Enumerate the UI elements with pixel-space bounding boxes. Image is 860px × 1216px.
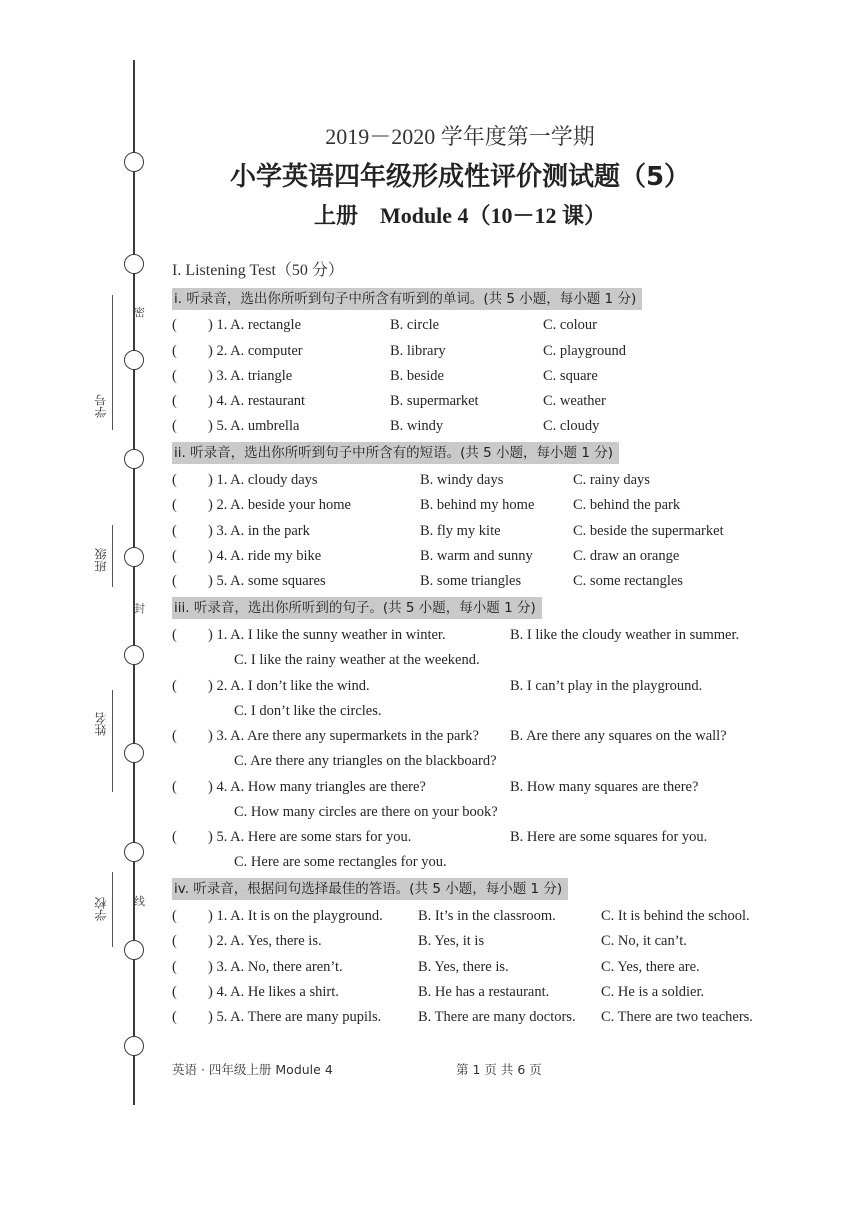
- binding-hole: [124, 842, 144, 862]
- question-row-cont: [172, 649, 802, 671]
- binding-hole: [124, 645, 144, 665]
- seal-char-xian: 线: [134, 895, 145, 908]
- option-c: C. Yes, there are.: [601, 959, 700, 975]
- question-row: [172, 494, 802, 516]
- class-blank: [112, 525, 113, 587]
- exam-subtitle: 上册 Module 4（10－12 课）: [313, 203, 607, 228]
- question-row: [172, 570, 802, 592]
- option-c: C. rainy days: [573, 472, 650, 488]
- question-row: [172, 340, 802, 362]
- question-row: [172, 469, 802, 491]
- question-row-cont: [172, 700, 802, 722]
- part-heading: I. Listening Test（50 分）: [172, 262, 344, 279]
- option-b: B. beside: [390, 368, 444, 384]
- binding-hole: [124, 1036, 144, 1056]
- answer-paren[interactable]: (: [172, 548, 177, 564]
- question-row-cont: [172, 750, 802, 772]
- answer-paren[interactable]: (: [172, 418, 177, 434]
- answer-paren[interactable]: (: [172, 573, 177, 589]
- answer-paren[interactable]: (: [172, 343, 177, 359]
- binding-hole: [124, 743, 144, 763]
- option-b: B. It’s in the classroom.: [418, 908, 556, 924]
- question-row: [172, 776, 802, 798]
- option-b: B. circle: [390, 317, 440, 333]
- option-b: B. He has a restaurant.: [418, 984, 550, 1000]
- answer-paren[interactable]: (: [172, 472, 177, 488]
- option-c: C. Are there any triangles on the blackboard?: [234, 753, 497, 769]
- question-row: [172, 415, 802, 437]
- term-title: 2019－2020 学年度第一学期: [325, 124, 595, 149]
- option-c: C. square: [543, 368, 598, 384]
- option-c: C. I like the rainy weather at the weekend.: [234, 652, 480, 668]
- option-a: ) 4. A. ride my bike: [208, 548, 322, 564]
- option-b: B. supermarket: [390, 393, 479, 409]
- answer-paren[interactable]: (: [172, 829, 177, 845]
- section-heading: iii. 听录音，选出你所听到的句子。(共 5 小题，每小题 1 分): [172, 597, 542, 619]
- option-c: C. How many circles are there on your book?: [234, 804, 498, 820]
- school-label: 学校: [94, 897, 108, 921]
- question-row: [172, 365, 802, 387]
- option-b: B. Here are some squares for you.: [510, 829, 708, 845]
- question-row: [172, 930, 802, 952]
- option-c: C. some rectangles: [573, 573, 683, 589]
- question-row: [172, 905, 802, 927]
- option-b: B. library: [390, 343, 446, 359]
- option-b: B. some triangles: [420, 573, 522, 589]
- question-row: [172, 981, 802, 1003]
- option-b: B. How many squares are there?: [510, 779, 699, 795]
- question-row: [172, 545, 802, 567]
- section-heading: iv. 听录音，根据问句选择最佳的答语。(共 5 小题，每小题 1 分): [172, 878, 568, 900]
- answer-paren[interactable]: (: [172, 523, 177, 539]
- answer-paren[interactable]: (: [172, 959, 177, 975]
- option-a: ) 2. A. I don’t like the wind.: [208, 678, 370, 694]
- question-row: [172, 314, 802, 336]
- binding-hole: [124, 350, 144, 370]
- answer-paren[interactable]: (: [172, 627, 177, 643]
- option-c: C. beside the supermarket: [573, 523, 724, 539]
- section-heading: i. 听录音，选出你所听到句子中所含有听到的单词。(共 5 小题，每小题 1 分): [172, 288, 642, 310]
- option-b: B. behind my home: [420, 497, 535, 513]
- answer-paren[interactable]: (: [172, 497, 177, 513]
- option-a: ) 1. A. It is on the playground.: [208, 908, 383, 924]
- footer-page-number: 第 1 页 共 6 页: [456, 1062, 542, 1077]
- option-a: ) 5. A. There are many pupils.: [208, 1009, 382, 1025]
- binding-hole: [124, 254, 144, 274]
- option-c: C. Here are some rectangles for you.: [234, 854, 447, 870]
- class-label: 班级: [94, 548, 108, 572]
- question-row-cont: [172, 851, 802, 873]
- option-b: B. There are many doctors.: [418, 1009, 576, 1025]
- question-row: [172, 725, 802, 747]
- answer-paren[interactable]: (: [172, 368, 177, 384]
- answer-paren[interactable]: (: [172, 317, 177, 333]
- option-c: C. He is a soldier.: [601, 984, 705, 1000]
- option-a: ) 4. A. He likes a shirt.: [208, 984, 339, 1000]
- option-c: C. behind the park: [573, 497, 681, 513]
- name-blank: [112, 690, 113, 792]
- option-b: B. Are there any squares on the wall?: [510, 728, 727, 744]
- option-c: C. playground: [543, 343, 626, 359]
- student-number-blank: [112, 295, 113, 430]
- option-b: B. windy days: [420, 472, 504, 488]
- answer-paren[interactable]: (: [172, 393, 177, 409]
- option-a: ) 2. A. Yes, there is.: [208, 933, 322, 949]
- option-a: ) 1. A. I like the sunny weather in winter.: [208, 627, 446, 643]
- option-b: B. Yes, it is: [418, 933, 485, 949]
- binding-hole: [124, 940, 144, 960]
- binding-hole: [124, 449, 144, 469]
- option-a: ) 2. A. computer: [208, 343, 303, 359]
- option-a: ) 3. A. in the park: [208, 523, 310, 539]
- option-a: ) 4. A. restaurant: [208, 393, 306, 409]
- section-heading: ii. 听录音，选出你所听到句子中所含有的短语。(共 5 小题，每小题 1 分): [172, 442, 619, 464]
- name-label: 姓名: [94, 712, 108, 736]
- question-row: [172, 390, 802, 412]
- question-row: [172, 1006, 802, 1028]
- seal-char-feng: 封: [134, 602, 145, 615]
- option-a: ) 3. A. No, there aren’t.: [208, 959, 343, 975]
- option-a: ) 4. A. How many triangles are there?: [208, 779, 426, 795]
- option-a: ) 3. A. triangle: [208, 368, 293, 384]
- option-c: C. draw an orange: [573, 548, 680, 564]
- option-a: ) 5. A. umbrella: [208, 418, 300, 434]
- footer-course: 英语 · 四年级上册 Module 4: [172, 1062, 333, 1077]
- option-b: B. warm and sunny: [420, 548, 533, 564]
- answer-paren[interactable]: (: [172, 984, 177, 1000]
- question-row-cont: [172, 801, 802, 823]
- binding-hole: [124, 547, 144, 567]
- option-c: C. colour: [543, 317, 597, 333]
- option-a: ) 5. A. some squares: [208, 573, 326, 589]
- option-a: ) 5. A. Here are some stars for you.: [208, 829, 412, 845]
- question-row: [172, 675, 802, 697]
- option-c: C. cloudy: [543, 418, 600, 434]
- option-b: B. fly my kite: [420, 523, 501, 539]
- question-row: [172, 956, 802, 978]
- answer-paren[interactable]: (: [172, 779, 177, 795]
- student-number-label: 学号: [94, 394, 108, 418]
- answer-paren[interactable]: (: [172, 1009, 177, 1025]
- option-c: C. I don’t like the circles.: [234, 703, 382, 719]
- answer-paren[interactable]: (: [172, 678, 177, 694]
- option-a: ) 1. A. rectangle: [208, 317, 302, 333]
- seal-char-mi: 密: [134, 306, 145, 319]
- option-b: B. Yes, there is.: [418, 959, 509, 975]
- option-a: ) 2. A. beside your home: [208, 497, 351, 513]
- question-row: [172, 826, 802, 848]
- option-c: C. weather: [543, 393, 606, 409]
- question-row: [172, 624, 802, 646]
- option-a: ) 1. A. cloudy days: [208, 472, 318, 488]
- option-b: B. windy: [390, 418, 444, 434]
- answer-paren[interactable]: (: [172, 933, 177, 949]
- exam-title: 小学英语四年级形成性评价测试题（5）: [229, 162, 691, 192]
- answer-paren[interactable]: (: [172, 908, 177, 924]
- option-b: B. I like the cloudy weather in summer.: [510, 627, 740, 643]
- option-c: C. There are two teachers.: [601, 1009, 753, 1025]
- answer-paren[interactable]: (: [172, 728, 177, 744]
- option-c: C. No, it can’t.: [601, 933, 687, 949]
- option-b: B. I can’t play in the playground.: [510, 678, 703, 694]
- question-row: [172, 520, 802, 542]
- school-blank: [112, 872, 113, 947]
- option-c: C. It is behind the school.: [601, 908, 750, 924]
- option-a: ) 3. A. Are there any supermarkets in the park?: [208, 728, 479, 744]
